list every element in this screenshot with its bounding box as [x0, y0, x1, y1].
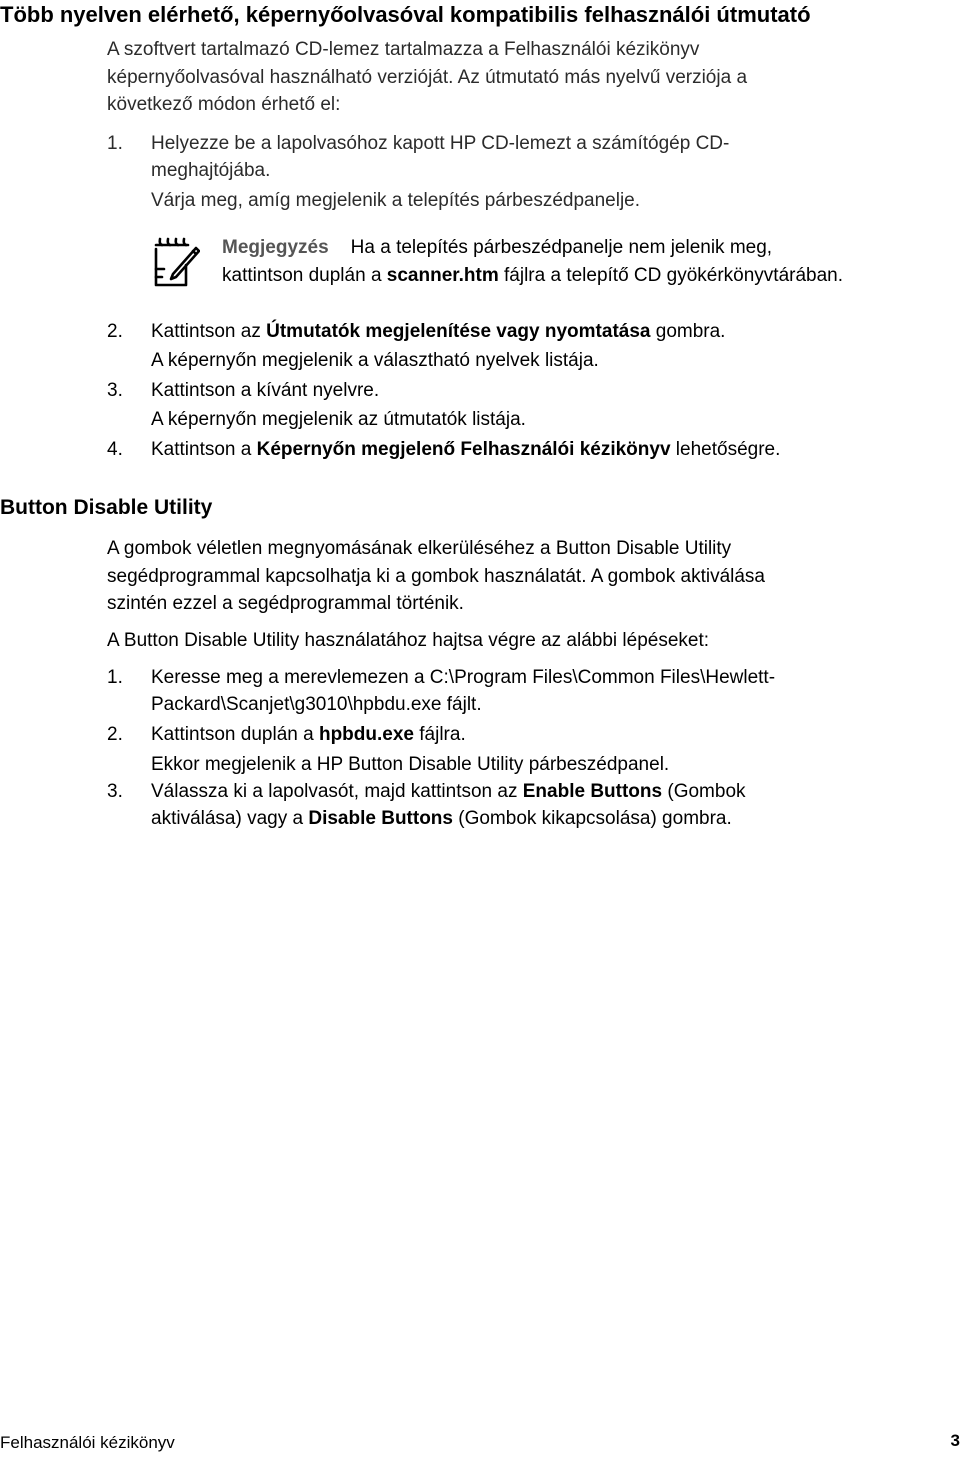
step-number: 2. [107, 321, 123, 342]
bdu-paragraph [107, 535, 765, 618]
file-name: hpbdu.exe [318, 724, 414, 745]
bdu-instructions: A Button Disable Utility használatához hajtsa végre az alábbi lépéseket: [107, 630, 710, 651]
step-text: Helyezze be a lapolvasóhoz kapott HP CD-lemezt a számítógép CD- [151, 133, 730, 154]
step-result: Várja meg, amíg megjelenik a telepítés párbeszédpanelje. [151, 190, 641, 211]
paragraph-line: szintén ezzel a segédprogrammal történik. [107, 593, 464, 614]
step-text-part: Kattintson az [151, 321, 267, 342]
step-number: 3. [107, 380, 123, 401]
footer-title: Felhasználói kézikönyv [0, 1433, 175, 1452]
note-text [222, 262, 843, 290]
note-line: fájlra a telepítő CD gyökérkönyvtárában. [498, 265, 844, 286]
step-text: Packard\Scanjet\g3010\hpbdu.exe fájlt. [151, 694, 482, 715]
step-result: Ekkor megjelenik a HP Button Disable Utility párbeszédpanel. [151, 754, 670, 775]
step-number: 4. [107, 439, 123, 460]
step-number: 2. [107, 724, 123, 745]
step-text-part: (Gombok [662, 781, 746, 802]
step-text [151, 318, 725, 346]
button-name: Enable Buttons [522, 781, 663, 802]
step-text [151, 778, 746, 806]
page-number: 3 [950, 1431, 960, 1450]
step-text [151, 805, 732, 833]
note-text [222, 234, 772, 262]
section-title-accessible-guide: Több nyelven elérhető, képernyőolvasóval kompatibilis felhasználói útmutató [0, 2, 811, 27]
button-name: Disable Buttons [308, 808, 453, 829]
step-text-part: lehetőségre. [670, 439, 781, 460]
intro-line: A szoftvert tartalmazó CD-lemez tartalmazza a Felhasználói kézikönyv [107, 39, 700, 60]
step-number: 1. [107, 667, 123, 688]
intro-line: következő módon érhető el: [107, 94, 341, 115]
step-result: A képernyőn megjelenik a választható nyelvek listája. [151, 350, 599, 371]
step-text: meghajtójába. [151, 160, 271, 181]
step-text-part: Válassza ki a lapolvasót, majd kattintson az [151, 781, 523, 802]
intro-line: képernyőolvasóval használható verzióját. Az útmutató más nyelvű verziója a [107, 66, 748, 88]
step-text-part: gombra. [650, 321, 726, 342]
note-file-name: scanner.htm [386, 265, 499, 286]
note-line: kattintson duplán a [222, 265, 387, 286]
step-text [151, 436, 780, 464]
step-text-part: aktiválása) vagy a [151, 808, 309, 829]
step-text: Keresse meg a merevlemezen a C:\Program Files\Common Files\Hewlett- [151, 667, 776, 688]
step-result: A képernyőn megjelenik az útmutatók listája. [151, 409, 526, 430]
step-text-part: Kattintson a [151, 439, 257, 460]
intro-paragraph [107, 36, 747, 119]
button-name: Útmutatók megjelenítése vagy nyomtatása [266, 321, 651, 342]
step-number: 3. [107, 781, 123, 802]
paragraph-line: segédprogrammal kapcsolhatja ki a gombok használatát. A gombok aktiválása [107, 565, 765, 587]
step-text-part: (Gombok kikapcsolása) gombra. [452, 808, 732, 829]
paragraph-line: A gombok véletlen megnyomásának elkerüléséhez a Button Disable Utility [107, 538, 732, 559]
step-text-part: Kattintson duplán a [151, 724, 319, 745]
note-line: Ha a telepítés párbeszédpanelje nem jelenik meg, [350, 237, 773, 258]
step-text-part: fájlra. [413, 724, 466, 745]
step-text: Kattintson a kívánt nyelvre. [151, 380, 380, 401]
note-pencil-icon [152, 235, 200, 289]
option-name: Képernyőn megjelenő Felhasználói kézikönyv [256, 439, 671, 460]
section-title-button-disable-utility: Button Disable Utility [0, 496, 213, 519]
step-text [151, 721, 466, 749]
step-number: 1. [107, 133, 123, 154]
note-label: Megjegyzés [222, 237, 329, 258]
